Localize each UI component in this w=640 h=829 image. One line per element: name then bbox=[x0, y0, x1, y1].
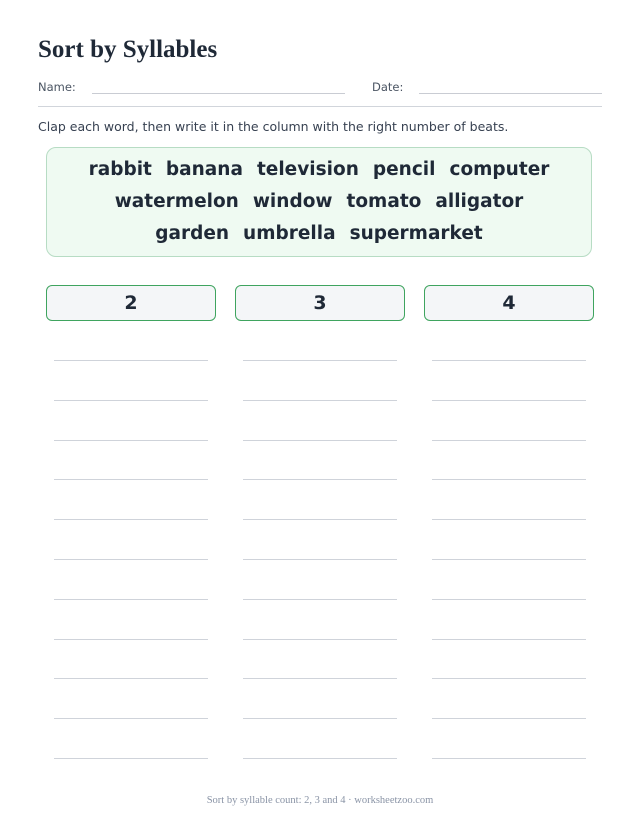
word-bank-word: supermarket bbox=[349, 223, 483, 244]
word-bank-word: garden bbox=[155, 223, 230, 244]
answer-line[interactable] bbox=[54, 400, 208, 401]
answer-line[interactable] bbox=[54, 639, 208, 640]
answer-line[interactable] bbox=[432, 400, 586, 401]
answer-line[interactable] bbox=[243, 758, 397, 759]
name-write-line[interactable] bbox=[92, 93, 345, 94]
answer-line[interactable] bbox=[432, 479, 586, 480]
answer-line[interactable] bbox=[54, 519, 208, 520]
answer-line[interactable] bbox=[243, 400, 397, 401]
word-bank-word: pencil bbox=[372, 159, 436, 180]
answer-line[interactable] bbox=[54, 479, 208, 480]
answer-line[interactable] bbox=[54, 360, 208, 361]
answer-line[interactable] bbox=[243, 639, 397, 640]
worksheet-title: Sort by Syllables bbox=[38, 36, 218, 63]
date-write-line[interactable] bbox=[419, 93, 602, 94]
footer-note: Sort by syllable count: 2, 3 and 4 · worksheetzoo.com bbox=[206, 795, 434, 806]
word-bank-word: alligator bbox=[435, 191, 524, 212]
answer-line[interactable] bbox=[243, 479, 397, 480]
word-bank-word: tomato bbox=[346, 191, 422, 212]
name-label: Name: bbox=[38, 80, 76, 94]
header-divider bbox=[38, 106, 602, 107]
answer-line[interactable] bbox=[432, 758, 586, 759]
answer-line[interactable] bbox=[243, 678, 397, 679]
answer-line[interactable] bbox=[432, 639, 586, 640]
answer-line[interactable] bbox=[432, 360, 586, 361]
answer-line[interactable] bbox=[243, 718, 397, 719]
answer-line[interactable] bbox=[432, 440, 586, 441]
answer-line[interactable] bbox=[54, 718, 208, 719]
answer-line[interactable] bbox=[54, 678, 208, 679]
answer-line[interactable] bbox=[432, 519, 586, 520]
column-header-3: 3 bbox=[235, 285, 405, 321]
word-bank-word: watermelon bbox=[114, 191, 239, 212]
answer-line[interactable] bbox=[54, 599, 208, 600]
word-bank-word: window bbox=[252, 191, 333, 212]
word-bank-word: computer bbox=[449, 159, 550, 180]
word-bank-word: banana bbox=[165, 159, 243, 180]
column-header-4: 4 bbox=[424, 285, 594, 321]
answer-line[interactable] bbox=[54, 758, 208, 759]
column-header-2: 2 bbox=[46, 285, 216, 321]
answer-line[interactable] bbox=[432, 718, 586, 719]
word-bank-word: rabbit bbox=[88, 159, 152, 180]
answer-line[interactable] bbox=[243, 559, 397, 560]
answer-line[interactable] bbox=[243, 440, 397, 441]
word-bank-word: umbrella bbox=[243, 223, 336, 244]
answer-line[interactable] bbox=[432, 678, 586, 679]
answer-line[interactable] bbox=[54, 440, 208, 441]
answer-line[interactable] bbox=[432, 599, 586, 600]
answer-line[interactable] bbox=[54, 559, 208, 560]
word-bank bbox=[46, 147, 592, 257]
answer-line[interactable] bbox=[243, 519, 397, 520]
date-label: Date: bbox=[372, 80, 404, 94]
name-date-row bbox=[38, 80, 602, 98]
word-bank-word: television bbox=[256, 159, 359, 180]
answer-line[interactable] bbox=[243, 599, 397, 600]
instructions: Clap each word, then write it in the column with the right number of beats. bbox=[38, 119, 509, 134]
answer-line[interactable] bbox=[243, 360, 397, 361]
answer-line[interactable] bbox=[432, 559, 586, 560]
